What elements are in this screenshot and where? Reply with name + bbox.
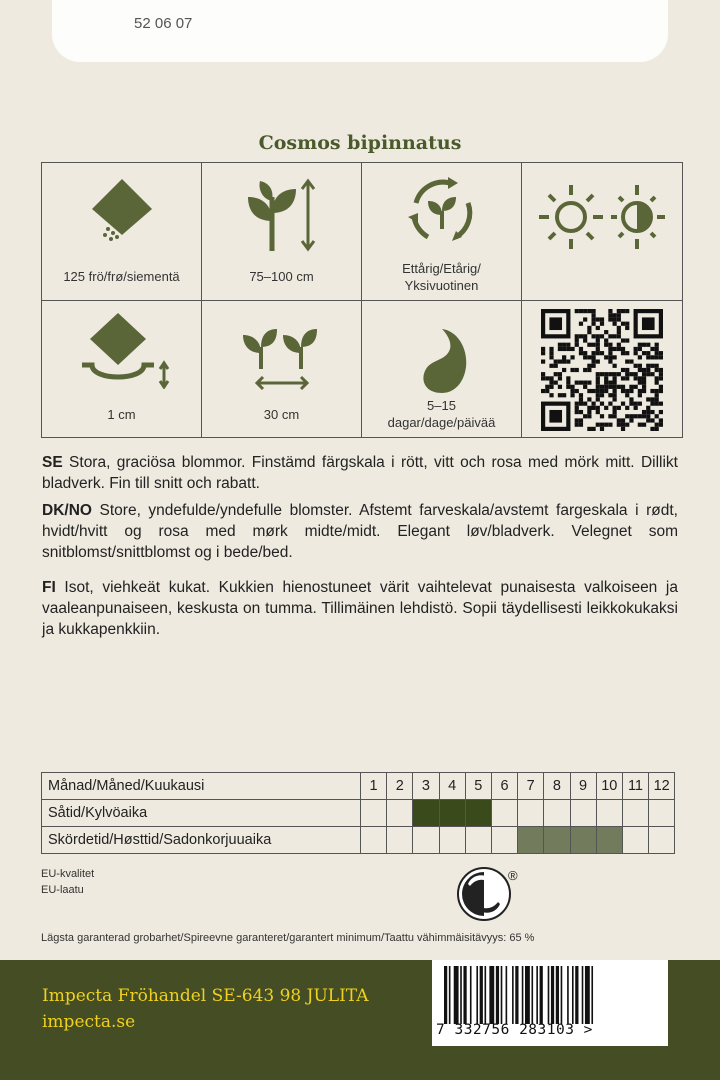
latin-name: Cosmos bipinnatus [258, 132, 462, 154]
month-12: 12 [649, 773, 675, 800]
harvest-label: Skördetid/Høsttid/Sadonkorjuuaika [42, 827, 361, 854]
sowing-month-7 [518, 800, 544, 827]
sowing-calendar [41, 772, 675, 854]
sowing-month-8 [544, 800, 570, 827]
harvest-month-3 [413, 827, 439, 854]
company-address: Impecta Fröhandel SE-643 98 JULITA [42, 986, 369, 1006]
harvest-month-11 [622, 827, 648, 854]
annual-cycle-icon [404, 173, 480, 249]
dk-code: DK/NO [42, 502, 92, 519]
sowing-month-6 [491, 800, 517, 827]
height-label: 75–100 cm [249, 269, 314, 284]
harvest-month-7 [518, 827, 544, 854]
month-6: 6 [491, 773, 517, 800]
month-8: 8 [544, 773, 570, 800]
height-cell [202, 163, 362, 301]
spacing-label: 30 cm [263, 407, 300, 422]
sowing-month-3 [413, 800, 439, 827]
germination-label-2: dagar/dage/päivää [387, 415, 496, 430]
registered-mark: ® [508, 868, 518, 883]
sowing-month-11 [622, 800, 648, 827]
qr-code-icon[interactable] [541, 309, 663, 431]
harvest-month-1 [361, 827, 387, 854]
sowing-row [42, 800, 675, 827]
harvest-month-2 [387, 827, 413, 854]
month-row [42, 773, 675, 800]
sowing-label: Såtid/Kylvöaika [42, 800, 361, 827]
month-5: 5 [465, 773, 491, 800]
month-3: 3 [413, 773, 439, 800]
germination-seed-icon [412, 319, 472, 399]
sun-halfshade-icon [537, 181, 667, 261]
barcode [432, 960, 668, 1046]
harvest-row [42, 827, 675, 854]
harvest-month-12 [649, 827, 675, 854]
sowing-month-9 [570, 800, 596, 827]
green-dot-recycling-icon [456, 866, 522, 922]
se-code: SE [42, 454, 63, 471]
month-2: 2 [387, 773, 413, 800]
qr-cell [522, 301, 682, 438]
fi-code: FI [42, 579, 56, 596]
sowing-month-10 [596, 800, 622, 827]
barcode-number: 7 332756 283103 > [436, 1022, 593, 1038]
dk-description [42, 500, 678, 563]
harvest-month-4 [439, 827, 465, 854]
month-9: 9 [570, 773, 596, 800]
sowing-month-12 [649, 800, 675, 827]
product-code: 52 06 07 [134, 15, 193, 32]
seed-packet-icon [82, 177, 162, 247]
germination-cell [362, 301, 522, 438]
website-link[interactable]: impecta.se [42, 1012, 136, 1032]
harvest-month-6 [491, 827, 517, 854]
spacing-cell [202, 301, 362, 438]
sun-cell [522, 163, 682, 301]
plant-height-icon [242, 177, 322, 253]
sowing-month-1 [361, 800, 387, 827]
harvest-month-9 [570, 827, 596, 854]
eu-quality-2: EU-laatu [41, 884, 84, 896]
germination-label-1: 5–15 [427, 398, 456, 413]
month-header: Månad/Måned/Kuukausi [42, 773, 361, 800]
month-11: 11 [622, 773, 648, 800]
harvest-month-10 [596, 827, 622, 854]
se-text: Stora, graciösa blommor. Finstämd färgskala i rött, vitt och rosa med mörk mitt. Dillikt bladverk. Fin till snitt och rabatt. [42, 454, 678, 492]
month-10: 10 [596, 773, 622, 800]
depth-label: 1 cm [107, 407, 136, 422]
harvest-month-5 [465, 827, 491, 854]
sowing-month-5 [465, 800, 491, 827]
depth-cell [42, 301, 202, 438]
se-description [42, 452, 678, 494]
seeds-label: 125 frö/frø/siementä [63, 269, 180, 284]
top-tab [52, 0, 668, 62]
germination-note: Lägsta garanterad grobarhet/Spireevne garanteret/garantert minimum/Taattu vähimmäisitävyys: 65 % [41, 932, 535, 944]
sowing-month-2 [387, 800, 413, 827]
lifecycle-cell [362, 163, 522, 301]
lifecycle-label-2: Yksivuotinen [404, 278, 479, 293]
lifecycle-label-1: Ettårig/Etårig/ [402, 261, 481, 276]
fi-description [42, 577, 678, 640]
month-7: 7 [518, 773, 544, 800]
seeds-cell [42, 163, 202, 301]
harvest-month-8 [544, 827, 570, 854]
sowing-depth-icon [72, 309, 172, 389]
plant-spacing-icon [237, 321, 327, 391]
fi-text: Isot, viehkeät kukat. Kukkien hienostuneet värit vaihtelevat punaisesta valkoiseen ja vaaleanpunaiseen, keskusta on tumma. Tillimäinen lehdistö. Sopii täydellisesti leikkokukaksi ja kukkapenkkiin. [42, 579, 678, 638]
month-4: 4 [439, 773, 465, 800]
dk-text: Store, yndefulde/yndefulle blomster. Afstemt farveskala/avstemt fargeskala i rødt, hvidt/hvitt og rosa med mørk midte/midt. Elegant løv/bladverk. Velegnet som snitblomst/snittblomst og i bede/bed. [42, 502, 678, 561]
eu-quality-1: EU-kvalitet [41, 868, 95, 880]
barcode-bars [444, 966, 656, 1024]
info-grid [41, 162, 683, 438]
sowing-month-4 [439, 800, 465, 827]
month-1: 1 [361, 773, 387, 800]
